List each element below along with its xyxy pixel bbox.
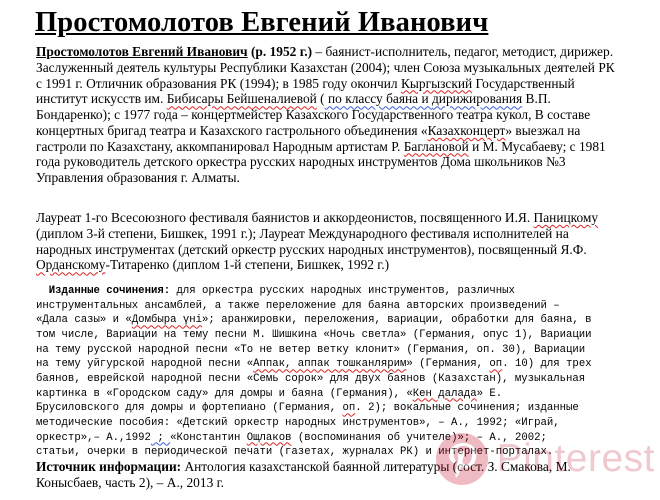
page-title: Простомолотов Евгений Иванович [35,7,489,38]
biography-paragraph [36,44,636,186]
works-line-8: картинка в «Городском саду» для домры и баяна (Германия), «Кен далада» Е. [36,387,503,400]
bio-line-4: институт искусств им. Бибисары Бейшеналиевой ( по классу баяна и дирижирования В.П. [36,91,551,107]
works-line-7: баянов, еврейской народной песни «Семь сорок» для двух баянов (Казахстан), музыкальная [36,372,586,385]
source-paragraph [36,459,636,491]
bio-line-5: Бондаренко); с 1977 года – концертмейстер Казахского Государственного театра кукол, В составе [36,107,591,122]
works-line-2: инструментальных ансамблей, а также переложение для баяна авторских произведений – [36,299,560,312]
source-line-1: Источник информации: Антология казахстанской баянной литературы (сост. З. Смакова, М. [36,459,571,474]
bio-line-7: гастроли по Казахстану, аккомпанировал Народным артистам Р. Баглановой и М. Мусабаеву; с 1981 [36,138,606,154]
bio-line-1: – баянист-исполнитель, педагог, методист, дирижер. [312,44,614,59]
works-line-3: «Дала сазы» и «Домбыра үні»; аранжировки, переложения, вариации, обработки для баяна, в [36,314,592,327]
works-line-1: Изданные сочинения: для оркестра русских народных инструментов, различных [48,285,515,297]
works-line-6: на тему уйгурской народной песни «Аппак, аппак тошканлярим» (Германия, оп. 10) для трех [36,358,592,371]
works-paragraph [36,284,636,460]
source-line-2: Конысбаев, часть 2), – А., 2013 г. [36,474,224,490]
laureate-line-3: народных инструментах (детский оркестр русских народных инструментов), посвященный Я.Ф. [36,241,587,257]
works-line-10: методические пособия: «Детский оркестр народных инструментов», – А., 1992; «Играй, [36,416,560,429]
laureate-line-1: Лауреат 1-го Всесоюзного фестиваля баянистов и аккордеонистов, посвященного И.Я. Паницкому [36,210,599,225]
bio-years: (р. 1952 г.) [250,44,313,59]
bio-line-2: Заслуженный деятель культуры Республики Казахстан (2004); член Союза музыкальных деятелей РК [36,59,615,75]
watermark-text: Pinterest [496,437,655,480]
bio-line-6: концертных бригад театра и Казахского гастрольного объединения «Казахконцерт» выезжал на [36,122,581,138]
source-label: Источник информации: [36,459,182,474]
bio-name: Простомолотов Евгений Иванович [36,44,248,59]
bio-line-8: года руководитель детского оркестра русских народных инструментов Дома школьников №3 [36,154,566,170]
works-line-5: на тему русской народной песни «То не ветер ветку клонит» (Германия, оп. 30), Вариации [36,343,586,356]
laureate-line-4: Орданскому-Титаренко (диплом 1-й степени, Бишкек, 1992 г.) [36,257,390,273]
bio-line-9: Управления образования г. Алматы. [36,170,240,185]
laureate-line-2: (диплом 3-й степени, Бишкек, 1991 г.); Лауреат Международного фестиваля исполнителей на [36,225,569,241]
laureate-paragraph [36,210,636,273]
works-line-11: оркестр»,– А.,1992 ; «Константин Ощлаков (воспоминания об учителе)»; – А., 2002; [36,431,547,444]
works-line-12: статьи, очерки в периодической печати (газетах, журналах РК) и интернет-порталах. [36,446,554,459]
works-line-4: том числе, Вариации на тему песни М. Шишкина «Ночь светла» (Германия, опус 1), Вариации [36,328,592,341]
works-label: Изданные сочинения: [48,285,171,297]
works-line-9: Брусиловского для домры и фортепиано (Германия, оп. 2); вокальные сочинения; изданные [36,402,579,415]
bio-line-3: с 1991 г. Отличник образования РК (1994); в 1985 году окончил Кыргызский Государственный [36,75,575,91]
